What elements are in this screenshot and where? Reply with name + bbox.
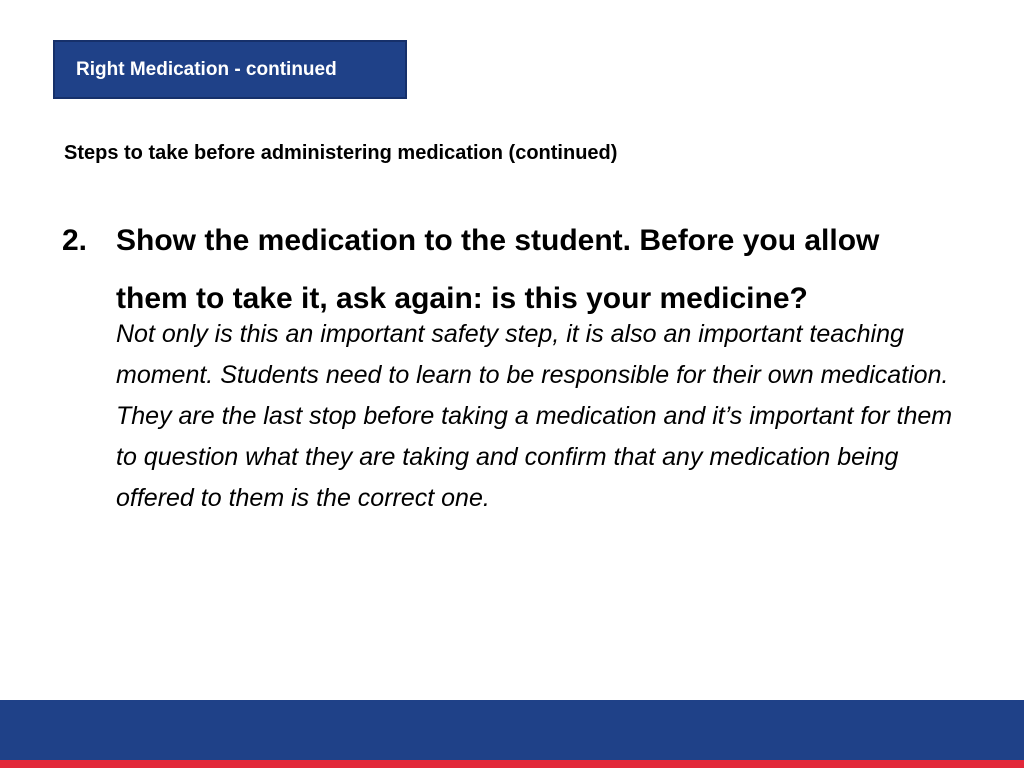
footer-band — [0, 700, 1024, 760]
slide-subheading: Steps to take before administering medication (continued) — [64, 142, 618, 164]
footer-stripe — [0, 760, 1024, 768]
slide-title: Right Medication - continued — [76, 59, 337, 80]
slide-title-box — [53, 40, 407, 99]
step-heading: Show the medication to the student. Before you allow them to take it, ask again: is this your medicine? — [116, 224, 880, 315]
step-number: 2. — [62, 224, 88, 257]
step-body — [116, 212, 956, 519]
step-note: Not only is this an important safety step, it is also an important teaching moment. Students need to learn to be responsible for their own medication. They are the last stop before taking a medication and it’s important for them to question what they are taking and confirm that any medication being offered to them is the correct one. — [116, 320, 953, 512]
